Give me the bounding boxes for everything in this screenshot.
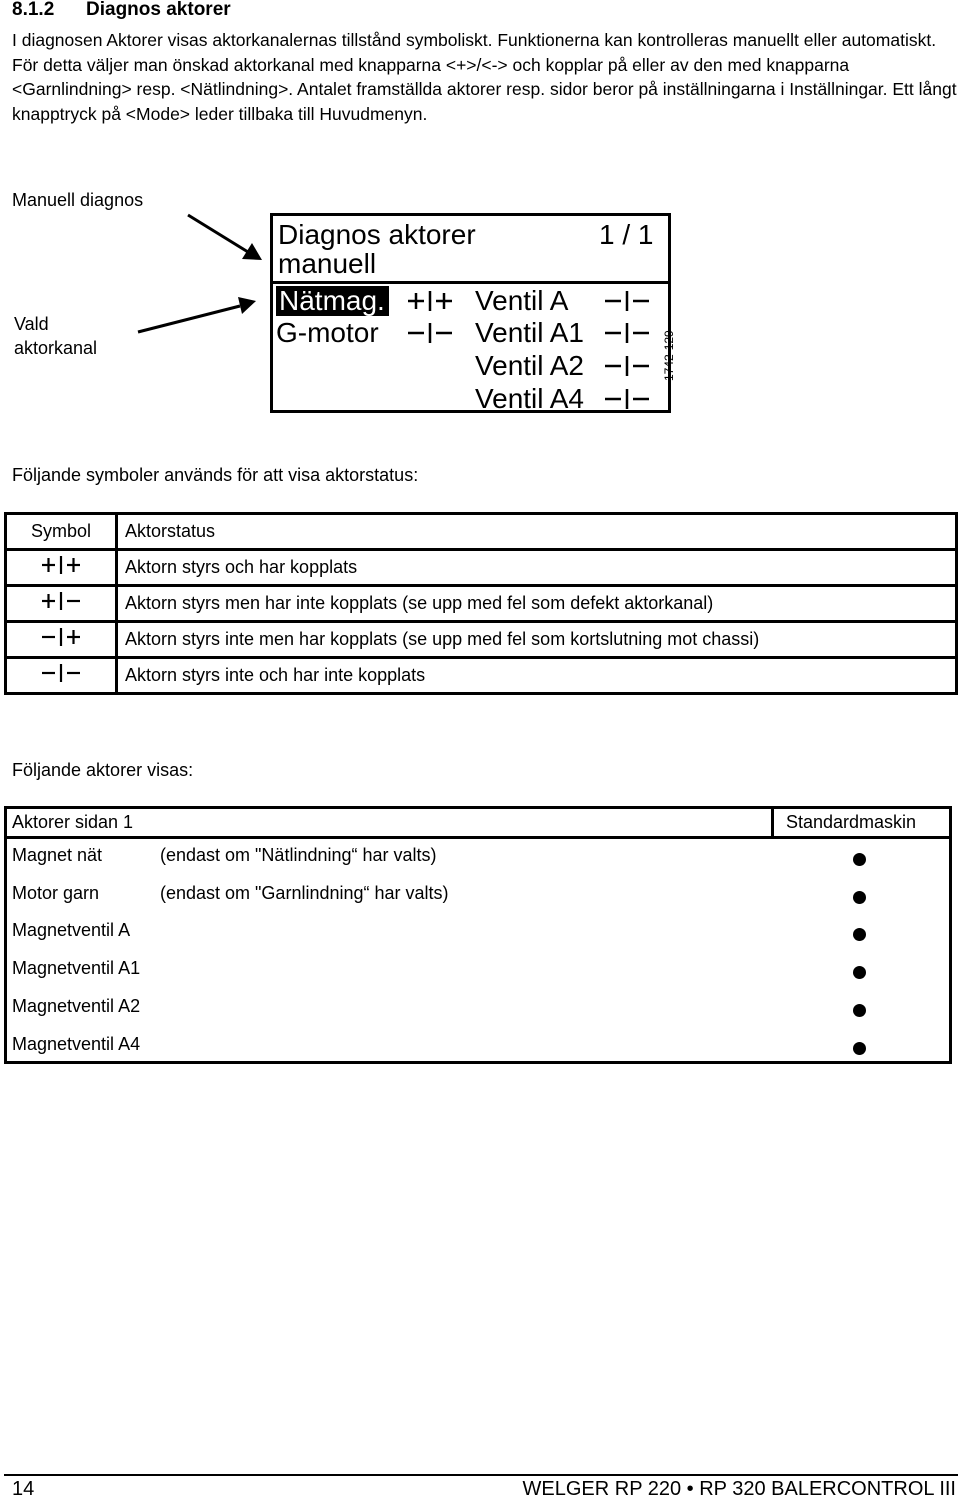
status-text: Aktorn styrs och har kopplats: [117, 550, 957, 586]
actuator-name: Magnetventil A2: [12, 996, 141, 1016]
actuator-name: Magnetventil A4: [12, 1034, 141, 1054]
table-row: [6, 622, 957, 658]
section-title: Diagnos aktorer: [86, 0, 231, 20]
status-text: Aktorn styrs inte och har inte kopplats: [117, 658, 957, 694]
symbols-intro: Följande symboler används för att visa aktorstatus:: [12, 465, 419, 485]
minus-minus-icon: [406, 322, 454, 344]
actuator-table-divider: [4, 836, 952, 839]
display-title: Diagnos aktorer: [278, 219, 476, 250]
minus-minus-icon: [603, 355, 651, 377]
minus-minus-icon: [41, 663, 81, 683]
status-text: Aktorn styrs men har inte kopplats (se upp med fel som defekt aktorkanal): [117, 586, 957, 622]
standard-bullet-icon: [853, 1004, 866, 1017]
standard-bullet-icon: [853, 966, 866, 979]
minus-minus-icon: [603, 322, 651, 344]
callout-arrows: [0, 0, 280, 360]
table-row: [6, 658, 957, 694]
actuator-name: Magnetventil A: [12, 920, 131, 940]
minus-minus-icon: [603, 388, 651, 410]
channel-label-selected: Nätmag.: [276, 286, 389, 316]
label-manual-diagnosis: Manuell diagnos: [12, 190, 144, 210]
actuator-name: Magnetventil A1: [12, 958, 141, 978]
display-header: [273, 216, 668, 284]
display-page-indicator: 1 / 1: [599, 219, 654, 250]
standard-bullet-icon: [853, 891, 866, 904]
table-header-row: [6, 514, 957, 550]
display-subtitle: manuell: [278, 248, 377, 279]
section-number: 8.1.2: [12, 0, 55, 20]
product-name: WELGER RP 220 • RP 320 BALERCONTROL III: [522, 1478, 956, 1500]
column-header: Standardmaskin: [786, 812, 917, 832]
table-row: [6, 550, 957, 586]
channel-label: Ventil A1: [475, 317, 584, 348]
column-header: Symbol: [6, 514, 117, 550]
arrow-to-title: [188, 215, 262, 260]
standard-bullet-icon: [853, 1042, 866, 1055]
arrow-to-selected-channel: [138, 297, 256, 332]
minus-minus-icon: [603, 290, 651, 312]
label-selected-channel: Vald aktorkanal: [14, 314, 98, 358]
figure-id: 1742-129: [662, 330, 676, 381]
symbol-table: [4, 512, 958, 695]
table-row: [6, 586, 957, 622]
actuators-intro: Följande aktorer visas:: [12, 760, 194, 780]
minus-plus-icon: [41, 627, 81, 647]
standard-bullet-icon: [853, 928, 866, 941]
actuator-name: Motor garn: [12, 883, 100, 903]
page-number: 14: [12, 1478, 35, 1500]
channel-label: G-motor: [276, 317, 379, 348]
actuator-note: (endast om "Nätlindning“ har valts): [160, 845, 437, 865]
status-text: Aktorn styrs inte men har kopplats (se upp med fel som kortslutning mot chassi): [117, 622, 957, 658]
plus-plus-icon: [41, 555, 81, 575]
channel-label: Ventil A2: [475, 350, 584, 381]
plus-minus-icon: [41, 591, 81, 611]
actuator-table-frame: [4, 806, 952, 1064]
standard-bullet-icon: [853, 853, 866, 866]
intro-text: I diagnosen Aktorer visas aktorkanalernas tillstånd symboliskt. Funktionerna kan kontrolleras manuellt eller automatiskt. För detta väljer man önskad aktorkanal med knapparna <+>/<-> och kopplar på eller av den med knapparna <Garnlindning> resp. <Nätlindning>. Antalet framställda aktorer resp. sidor beror på inställningarna i Inställningar. Ett långt knapptryck på <Mode> leder tillbaka till Huvudmenyn.: [12, 30, 957, 124]
column-header: Aktorstatus: [117, 514, 957, 550]
channel-label: Ventil A: [475, 285, 569, 316]
channel-label: Ventil A4: [475, 383, 584, 414]
actuator-table-header-divider: [771, 806, 774, 839]
footer-rule: [4, 1474, 958, 1476]
column-header: Aktorer sidan 1: [12, 812, 134, 832]
plus-plus-icon: [406, 290, 454, 312]
diagnosis-display: [270, 213, 671, 413]
actuator-name: Magnet nät: [12, 845, 103, 865]
actuator-note: (endast om "Garnlindning“ har valts): [160, 883, 449, 903]
